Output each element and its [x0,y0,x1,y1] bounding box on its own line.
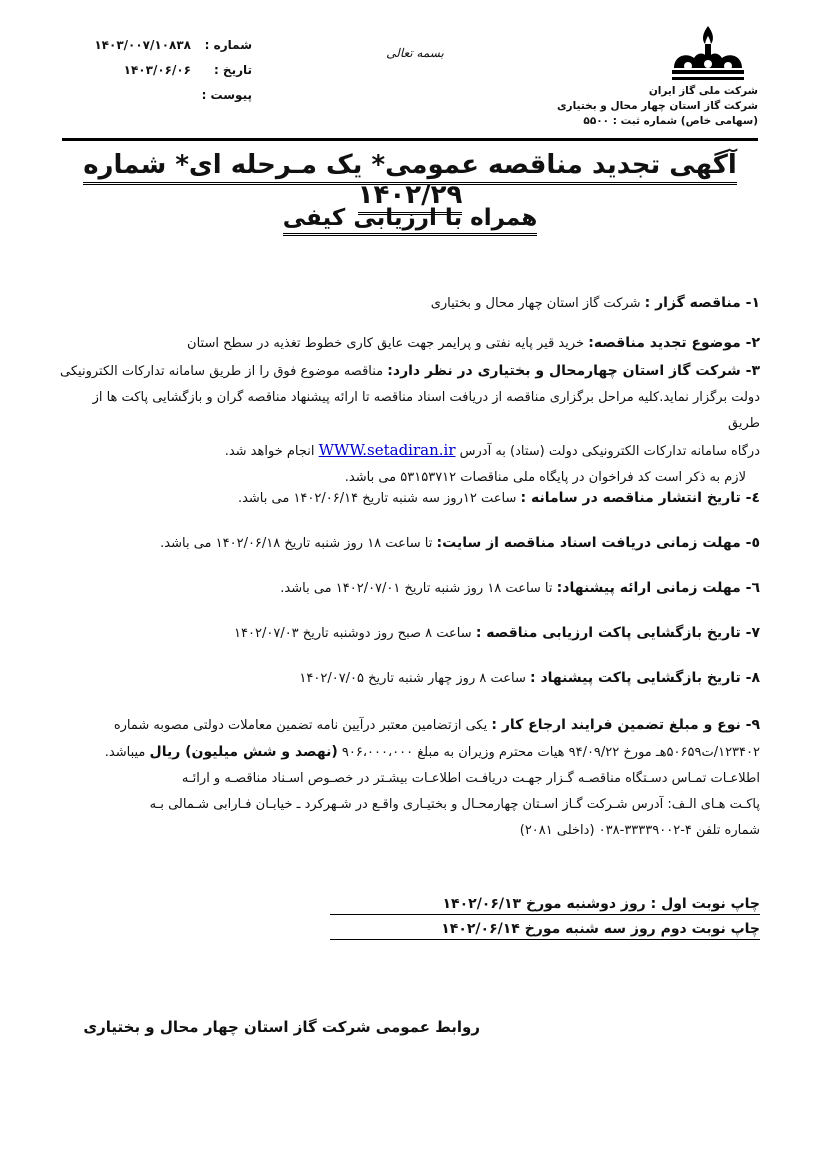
item-3-text-2: دولت برگزار نماید.کلیه مراحل برگزاری مناقصه از دریافت اسناد مناقصه تا ارائه پیشنهاد مناقصه گران و بازگشایی پاکت ها از طریق [92,390,760,431]
date-row [82,63,252,88]
item-9-amount-words: (نهصد و شش میلیون) ریال [149,744,338,760]
item-9-text-2c: میباشد. [104,745,146,760]
item-5 [60,530,760,557]
item-5-text: تا ساعت ۱۸ روز شنبه تاریخ ۱۴۰۲/۰۶/۱۸ می باشد. [160,536,433,551]
item-9-text-4: پاکـت هـای الـف: آدرس شـرکت گـاز اسـتان چهارمحـال و بختیـاری واقـع در شـهرکرد ـ خیابـان فـارابی شـمالی بـه [149,797,760,812]
item-4-text: ساعت ۱۲روز سه شنبه تاریخ ۱۴۰۲/۰۶/۱۴ می باشد. [237,491,517,506]
item-1 [60,290,760,317]
item-2-text: خرید قیر پایه نفتی و پرایمر جهت عایق کاری خطوط تغذیه در سطح استان [187,336,585,351]
item-3 [60,358,760,491]
notice-title [60,150,760,210]
notice-title-text: آگهی تجدید مناقصه عمومی* یک مـرحله ای* شماره ۱۴۰۲/۲۹ [83,150,737,215]
item-1-text: شرکت گاز استان چهار محال و بختیاری [430,296,641,311]
notice-subtitle [60,205,760,231]
item-4 [60,485,760,512]
item-9-text-5: شماره تلفن ۴-۳۳۳۳۹۰۰۲-۰۳۸ (داخلی ۲۰۸۱) [519,823,760,838]
item-7 [60,620,760,647]
item-6-label: ٦- مهلت زمانی ارائه پیشنهاد: [556,580,760,596]
header-divider [62,138,758,141]
print-dates [330,896,760,940]
item-4-label: ٤- تاریخ انتشار مناقصه در سامانه : [520,490,760,506]
print-second: چاپ نوبت دوم روز سه شنبه مورخ ۱۴۰۲/۰۶/۱۴ [330,921,760,940]
item-8 [60,665,760,692]
item-2-label: ۲- موضوع تجدید مناقصه: [588,335,760,351]
item-9-label: ۹- نوع و مبلغ تضمین فرایند ارجاع کار : [491,717,760,733]
notice-subtitle-text: همراه با ارزیابی کیفی [283,205,538,236]
item-7-label: ۷- تاریخ بازگشایی پاکت ارزیابی مناقصه : [475,625,760,641]
item-3-text-4: انجام خواهد شد. [224,444,315,459]
item-3-label: ۳- شرکت گاز استان چهارمحال و بختیاری در نظر دارد: [387,363,760,379]
item-7-text: ساعت ۸ صبح روز دوشنبه تاریخ ۱۴۰۲/۰۷/۰۳ [234,626,472,641]
attachment-row [82,88,252,113]
date-label: تاریخ : [213,63,252,77]
print-first: چاپ نوبت اول : روز دوشنبه مورخ ۱۴۰۲/۰۶/۱۳ [330,896,760,915]
item-8-text: ساعت ۸ روز چهار شنبه تاریخ ۱۴۰۲/۰۷/۰۵ [299,671,526,686]
attachment-label: پیوست : [201,88,252,102]
organization-block [518,84,758,129]
item-1-label: ۱- مناقصه گزار : [644,295,760,311]
org-registration: (سهامی خاص) شماره ثبت : ۵۵۰۰ [583,115,758,127]
setadiran-link[interactable]: WWW.setadiran.ir [318,441,456,459]
item-6 [60,575,760,602]
number-label: شماره : [204,38,252,52]
item-9-text-2: ۱۲۳۴۰۲/ت۵۰۶۵۹هـ مورخ ۹۴/۰۹/۲۲ هیات محترم وزیران به مبلغ ۹۰۶،۰۰۰،۰۰۰ [341,745,760,760]
item-9 [60,712,760,844]
item-3-text-3: درگاه سامانه تدارکات الکترونیکی دولت (ستاد) به آدرس [459,444,760,459]
org-branch: شرکت گاز استان چهار محال و بختیاری [556,100,758,112]
item-9-text-1: یکی ازتضامین معتبر درآیین نامه تضمین معاملات دولتی مصوبه شماره [113,718,488,733]
nigc-logo-icon [668,24,748,88]
number-row [82,38,252,63]
org-name: شرکت ملی گاز ایران [648,85,758,97]
date-value: ۱۴۰۳/۰۶/۰۶ [123,63,191,77]
item-3-text-5: لازم به ذکر است کد فراخوان در پایگاه ملی مناقصات ۵۳۱۵۳۷۱۲ می باشد. [344,470,746,485]
item-5-label: ٥- مهلت زمانی دریافت اسناد مناقصه از سایت: [436,535,760,551]
item-9-text-3: اطلاعـات تمـاس دسـتگاه مناقصـه گـزار جهـت دریافـت اطلاعـات بیشـتر در خصـوص اسـناد مناقصـه و ارائـه [181,771,760,786]
item-2 [60,330,760,357]
item-6-text: تا ساعت ۱۸ روز شنبه تاریخ ۱۴۰۲/۰۷/۰۱ می باشد. [280,581,553,596]
bismillah: بسمه تعالی [386,46,444,60]
item-8-label: ۸- تاریخ بازگشایی پاکت پیشنهاد : [530,670,760,686]
signature: روابط عمومی شرکت گاز استان چهار محال و بختیاری [83,1018,480,1036]
letter-meta [82,38,252,113]
number-value: ۱۴۰۳/۰۰۷/۱۰۸۳۸ [94,38,191,52]
item-3-text-1: مناقصه موضوع فوق را از طریق سامانه تدارکات الکترونیکی [60,364,384,379]
